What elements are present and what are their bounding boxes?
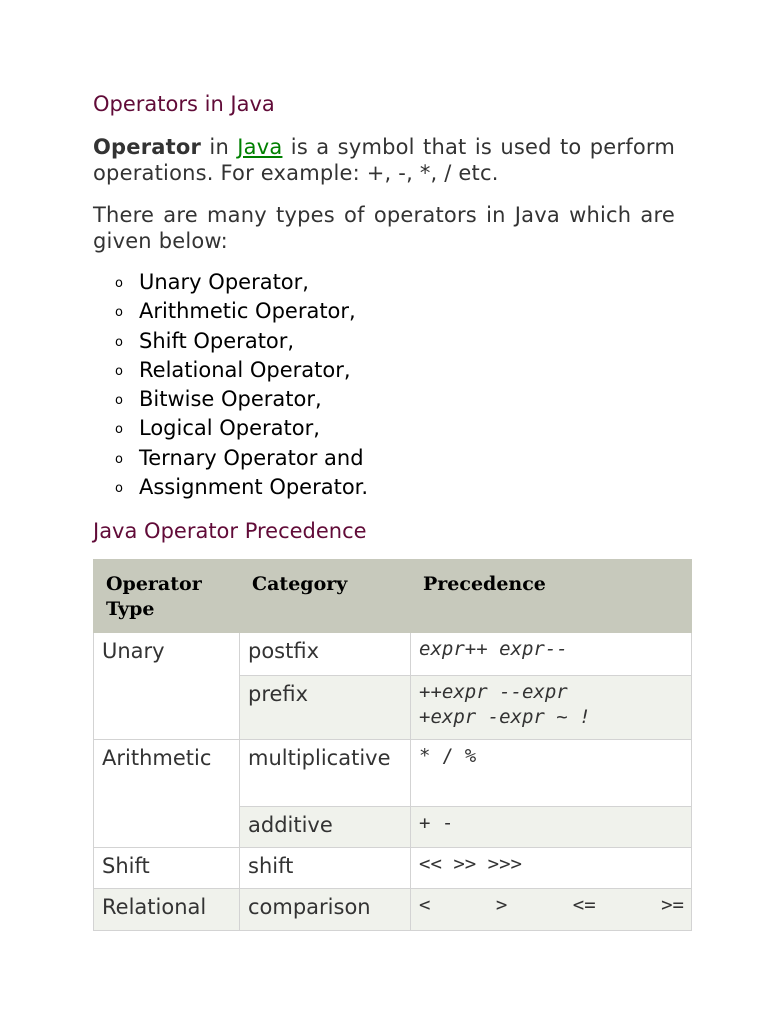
cell-operator-type: Shift xyxy=(94,848,240,889)
list-item-label: Unary Operator, xyxy=(139,270,309,294)
intro-paragraph xyxy=(93,134,675,186)
header-category: Category xyxy=(240,560,411,633)
page-title: Operators in Java xyxy=(93,92,275,116)
list-item xyxy=(93,414,691,443)
precedence-heading: Java Operator Precedence xyxy=(93,519,367,544)
cell-precedence: < > <= >= xyxy=(411,889,692,931)
table-row xyxy=(94,848,692,889)
list-item-label: Bitwise Operator, xyxy=(139,387,322,412)
precedence-table xyxy=(93,559,692,931)
intro-in-word: in xyxy=(201,135,238,159)
table-header-row xyxy=(94,560,692,633)
cell-precedence: + - xyxy=(411,807,692,848)
table-row xyxy=(94,889,692,931)
list-item-label: Ternary Operator and xyxy=(139,445,364,470)
cell-precedence: << >> >>> xyxy=(411,848,692,889)
list-item-label: Assignment Operator. xyxy=(139,475,369,500)
header-precedence: Precedence xyxy=(411,560,692,633)
java-link[interactable]: Java xyxy=(237,135,283,159)
precedence-text: +expr -expr ~ ! xyxy=(419,706,591,728)
cell-category: multiplicative xyxy=(240,740,411,807)
list-item-label: Arithmetic Operator, xyxy=(139,299,356,324)
cell-operator-type: Unary xyxy=(94,633,240,740)
bullet-icon: o xyxy=(115,422,123,438)
article-content xyxy=(93,88,691,547)
intro-rest: is a symbol that is used to perform operations. For example: +, -, *, / etc. xyxy=(93,135,675,185)
list-item xyxy=(93,297,691,326)
cell-category: prefix xyxy=(240,676,411,740)
bullet-icon: o xyxy=(115,305,123,321)
operator-types-list xyxy=(93,268,691,502)
header-operator-type: Operator Type xyxy=(94,560,240,633)
types-intro-paragraph: There are many types of operators in Java which are given below: xyxy=(93,203,675,253)
cell-precedence xyxy=(411,676,692,740)
table-row xyxy=(94,633,692,676)
cell-precedence: * / % xyxy=(411,740,692,807)
cell-category: comparison xyxy=(240,889,411,931)
list-item xyxy=(93,268,691,297)
list-item-label: Logical Operator, xyxy=(139,416,320,441)
table-row xyxy=(94,740,692,807)
bullet-icon: o xyxy=(115,363,123,379)
intro-bold-word: Operator xyxy=(93,135,202,159)
precedence-text: expr++ expr-- xyxy=(419,638,568,660)
list-item xyxy=(93,473,691,502)
list-item xyxy=(93,444,691,473)
list-item xyxy=(93,385,691,414)
list-item-label: Relational Operator, xyxy=(139,357,351,382)
cell-operator-type: Arithmetic xyxy=(94,740,240,848)
cell-operator-type: Relational xyxy=(94,889,240,931)
list-item-label: Shift Operator, xyxy=(139,328,295,353)
list-item xyxy=(93,356,691,385)
cell-category: shift xyxy=(240,848,411,889)
bullet-icon: o xyxy=(115,393,123,409)
bullet-icon: o xyxy=(115,451,123,467)
bullet-icon: o xyxy=(115,276,123,291)
bullet-icon: o xyxy=(115,481,123,497)
cell-precedence xyxy=(411,633,692,676)
precedence-text: ++expr --expr xyxy=(419,681,568,703)
list-item xyxy=(93,327,691,356)
bullet-icon: o xyxy=(115,334,123,350)
cell-category: postfix xyxy=(240,633,411,676)
cell-category: additive xyxy=(240,807,411,848)
